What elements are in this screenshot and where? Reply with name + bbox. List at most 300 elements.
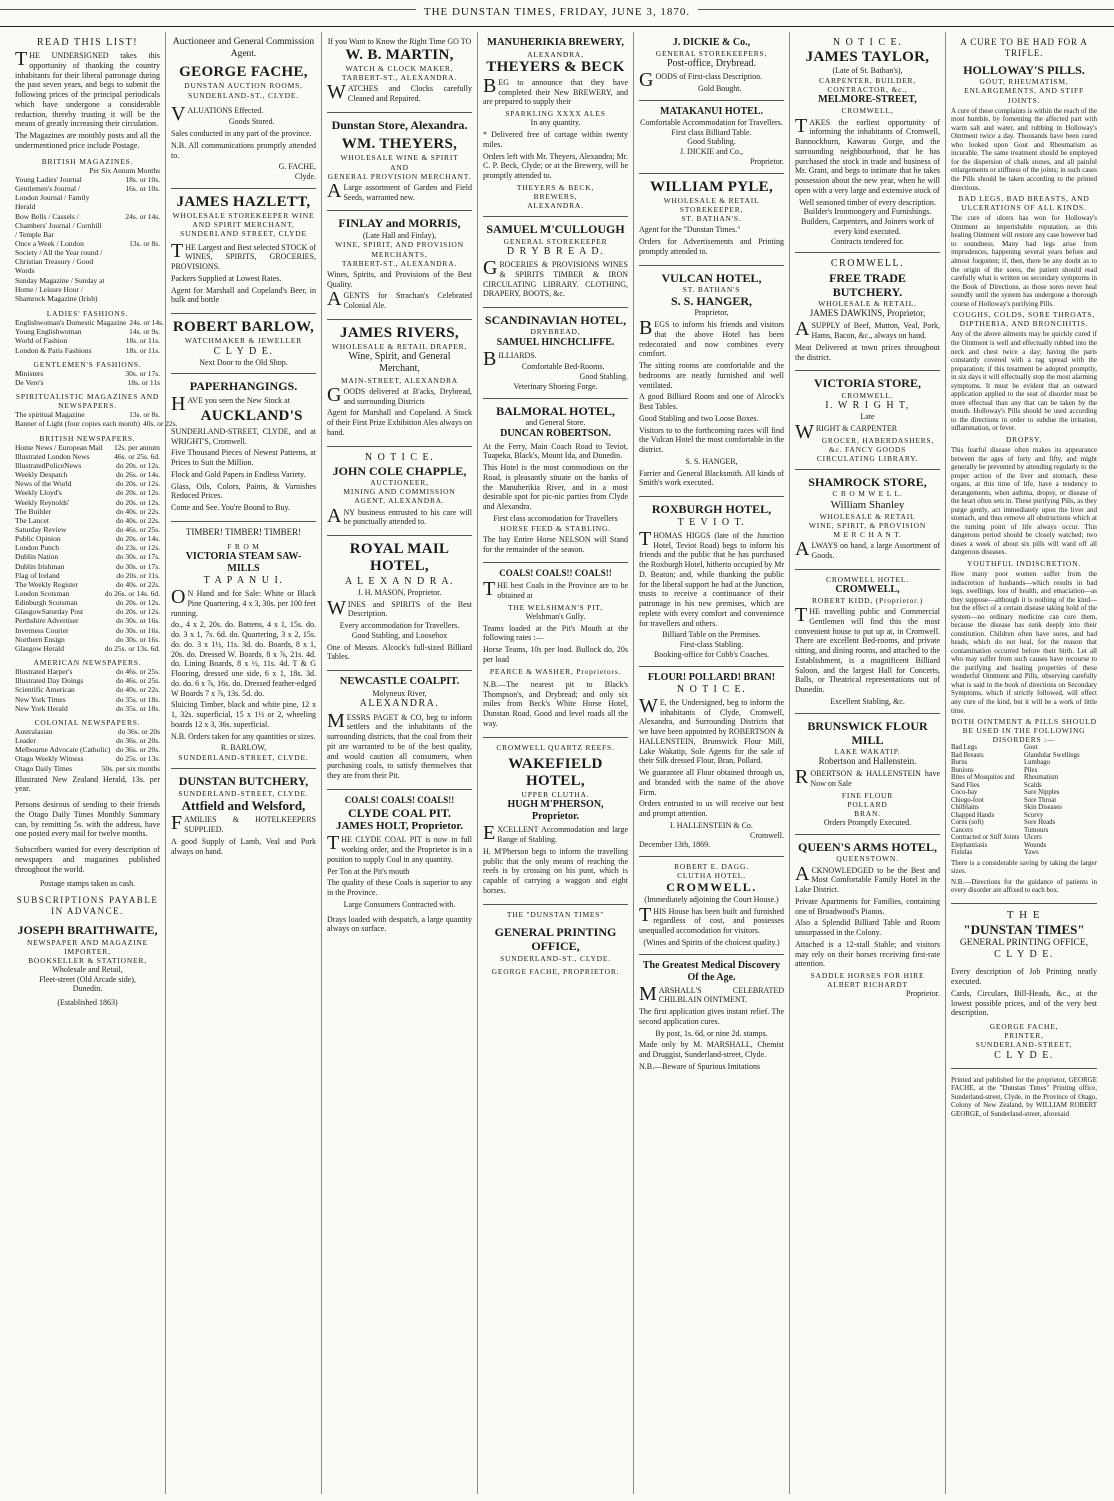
disorder-item: Scalds: [1024, 781, 1042, 789]
periodical-price: do 30s. or 16s.: [116, 625, 160, 635]
ad-line: SUNDERLAND-STREET,: [975, 1040, 1073, 1050]
advertiser-name: SAMUEL HINCHCLIFFE.: [496, 336, 615, 348]
disorders-list: [951, 744, 1097, 856]
disorder-item: Sore Nipples: [1024, 789, 1060, 797]
price-row: [15, 336, 160, 345]
price-list-american: [15, 667, 160, 713]
section-heading: BRITISH NEWSPAPERS.: [39, 433, 136, 443]
ad-body: How many poor women suffer from the indiscretion of husbands—which results in bad legs, swellings, loss of health, and emaciation—as they suppose—although it is nothing of the kind—but the effect of a certain disease taking hold of the system—no ordinary medicine can cure them, because the disease has sunk deeply into their constitution. Children often have sores, and bad heads, which do not heal, for the reason that contamination occurred before their birth. Let all who may suffer from such causes have recourse to the purifying and healing properties of these wonderful Ointment and Pills, observing carefully what is said in the book of directions on Secondary Symptoms, which if strictly followed, will effect any cure of the kind, but it will be a work of little time.: [951, 570, 1097, 715]
ad-line: (Late of St. Bathan's),: [832, 66, 903, 76]
ad-line: Comfortable Accommodation for Travellers.: [640, 117, 783, 127]
disorder-item: Yaws: [1024, 849, 1039, 857]
periodical-price: 40s. or 22s.: [142, 419, 178, 429]
periodical-price: do 36s. or 20s.: [116, 745, 160, 755]
disorder-item: Burns: [951, 759, 968, 767]
advertiser-name: NEWCASTLE COALPIT.: [339, 676, 460, 687]
ad-balmoral-hotel: [483, 399, 628, 564]
ad-periodicals: [15, 32, 178, 1014]
price-row: [15, 704, 160, 713]
disorder-item: Rheumatism: [1024, 774, 1059, 782]
ad-body: Visitors to to the forthcoming races will find the Vulcan Hotel the most comfortable in the district.: [639, 425, 784, 455]
price-row: [15, 410, 160, 419]
periodical-price: do 30s. or 17s.: [116, 552, 160, 562]
advertiser-name: JAMES RIVERS,: [340, 324, 459, 341]
advertiser-name: THEYERS & BECK: [486, 58, 625, 75]
ad-royal-mail-hotel: [327, 536, 472, 671]
periodical-name: Young Ladies' Journal: [15, 174, 82, 184]
ad-line: Cromwell.: [750, 830, 784, 840]
ad-body: The sitting rooms are comfortable and the bedrooms are neatly furnished and well ventilated.: [639, 361, 784, 390]
periodical-price: 16s. or 10s.: [125, 184, 160, 194]
ad-line: Well seasoned timber of every description.: [799, 197, 936, 207]
ad-body: Good Stabling and two Loose Boxes.: [639, 413, 759, 423]
price-row: [15, 589, 160, 598]
ad-dunstan-times-printing: [483, 905, 628, 982]
ad-body: EXCELLENT Accommodation and large Range of Stabling.: [483, 822, 628, 845]
disorder-item: Scurvy: [1024, 811, 1044, 819]
ad-line: Robertson and Hallenstein.: [818, 756, 917, 767]
ad-line: Orders Promptly Executed.: [823, 818, 912, 828]
periodical-price: do 26s. or 14s. 6d.: [104, 589, 160, 599]
advertiser-name: WM. THEYERS,: [341, 136, 458, 153]
advertiser-name: J. DICKIE & Co.,: [672, 37, 751, 48]
ad-line: CARPENTER, BUILDER, CONTRACTOR, &c.,: [818, 76, 917, 95]
periodical-name: Ministers: [15, 368, 44, 378]
periodical-name: Illustrated Day Doings: [15, 676, 84, 686]
ad-cromwell-hotel: [795, 570, 940, 714]
price-row: [15, 479, 160, 488]
section-heading: COUGHS, COLDS, SORE THROATS, DIPTHERIA, AND BRONCHITIS.: [953, 310, 1095, 329]
ad-flour-notice: [639, 667, 784, 858]
ad-line: POLLARD: [847, 800, 888, 810]
section-heading: GOUT, RHEUMATISM, ENLARGEMENTS, AND STIFF JOINTS.: [964, 77, 1084, 105]
ad-victoria-store: [795, 371, 940, 470]
ad-line: DRYBREAD,: [530, 327, 581, 337]
ad-heading: N O T I C E.: [364, 451, 435, 463]
ad-body: Also a Splendid Billiard Table and Room unsurpassed in the Colony.: [795, 918, 940, 938]
ad-body: The cure of ulcers has won for Holloway's Ointment an imperishable reputation, as this healing Ointment will restore any case however bad to soundness. Many bad legs arise from imprudences, happening several years before and almost forgotten; if, then, there be any doubt as to the origin of the sores, the patient should read carefully what is written on secondary symptoms in the Book of Directions, as those sores never heal soundly until the system has undergone a thorough course of Holloway's purifying Pills.: [951, 214, 1097, 308]
ad-body: Agent for Marshall and Copeland. A Stock of their First Prize Exhibition Ales always on hand.: [327, 408, 472, 437]
periodical-price: do 30s. or 16s.: [116, 634, 160, 644]
ad-line: SADDLE HORSES FOR HIRE: [810, 971, 925, 981]
periodical-price: 24s. or 14s.: [129, 318, 164, 328]
ad-body: ANY business entrusted to his care will be punctually attended to.: [327, 504, 472, 527]
ad-body: Cards, Circulars, Bill-Heads, &c., at the lowest possible prices, and of the very best description.: [951, 988, 1097, 1018]
periodical-name: News of the World: [15, 479, 72, 489]
price-row: [15, 764, 160, 773]
ad-body: THOMAS HIGGS (late of the Junction Hotel, Teviot Road) begs to inform his friends and the public that he has purchased the Roxburgh Hotel, hitherto occupied by Mr D. Beaton; and, while thanking the public for the liberal support he had at the Junction, trusts to receive a continuance of their patronage in his new premises, which are replete with every comfort and convenience for travellers and others.: [639, 527, 784, 628]
publisher-imprint: [951, 1069, 1097, 1127]
ad-body: * Delivered free of cartage within twenty miles.: [483, 130, 628, 149]
section-heading: YOUTHFUL INDISCRETION.: [967, 558, 1081, 568]
ad-line: D R Y B R E A D.: [506, 245, 605, 257]
periodical-price: do 20s. or 11s.: [116, 570, 160, 580]
ad-heading: A CURE TO BE HAD FOR A TRIFLE.: [960, 37, 1088, 58]
periodical-price: 13s. or 8s.: [129, 410, 160, 420]
disorder-item: Glandular Swellings: [1024, 751, 1080, 759]
ad-wb-martin: [327, 32, 472, 113]
advertiser-name: JOHN COLE CHAPPLE,: [332, 463, 467, 478]
disorder-item: Chapped Hands: [951, 811, 995, 819]
ad-body: VALUATIONS Effected.: [171, 102, 264, 125]
ad-heading: COALS! COALS!! COALS!!: [499, 568, 612, 579]
periodical-price: do 35s. or 18s.: [116, 694, 160, 704]
advertiser-name: BALMORAL HOTEL,: [496, 403, 615, 418]
price-list-spiritualistic: [15, 410, 178, 429]
ad-george-fache: [171, 32, 316, 189]
ad-body: TAKES the earliest opportunity of informing the inhabitants of Cromwell, Bannockburn, Kawarau Gorge, and the surrounding neighbourhood, that he has purchased the stock in trade and business of Mr. Grant, and begs to intimate that he takes possession about the new year, when he will open with a very large and extensive stock of: [795, 114, 940, 195]
ad-line: First class accomodation for Travellers: [493, 513, 618, 523]
advertiser-name: VULCAN HOTEL,: [661, 270, 762, 285]
ad-body: HAVE you seen the New Stock at: [171, 392, 290, 415]
periodical-name: New York Herald: [15, 703, 68, 713]
disorder-item: Contracted or Stiff Joints: [951, 834, 1020, 842]
ad-line: WHOLESALE & RETAIL STOREKEEPER,: [663, 195, 760, 214]
ad-line: Good Stabling.: [579, 372, 628, 382]
ad-body: The bay Entire Horse NELSON will Stand for the remainder of the season.: [483, 534, 628, 554]
ad-line: Comfortable Bed-Rooms.: [521, 362, 605, 372]
periodical-price: do 40s. or 22s.: [116, 579, 160, 589]
periodical-name: Perthshire Advertiser: [15, 616, 79, 626]
advertiser-name: ROXBURGH HOTEL,: [651, 502, 772, 517]
ad-matakanui-hotel: [639, 101, 784, 174]
ad-body: Meat Delivered at town prices throughout the district.: [795, 342, 940, 362]
ad-line: Wholesale and Retail,: [52, 964, 123, 974]
ad-body: Orders left with Mr. Theyers, Alexandra; Mr. C. P. Beck, Clyde; or at the Brewery, will be promptly attended to.: [483, 151, 628, 181]
periodical-name: London Punch: [15, 543, 59, 553]
ad-line: GENERAL STOREKEEPERS,: [655, 49, 768, 58]
price-row: [15, 419, 178, 429]
price-row: [15, 470, 160, 479]
ad-line: Wine, Spirit, and General Merchant,: [348, 351, 451, 375]
ad-body: FAMILIES & HOTELKEEPERS SUPPLIED.: [171, 812, 316, 835]
periodical-name: Englishwoman's Domestic Magazine: [15, 318, 127, 328]
periodical-price: do 26s. or 14s.: [116, 470, 160, 480]
price-row: [15, 276, 160, 303]
periodical-price: do 35s. or 18s.: [116, 703, 160, 713]
ad-free-trade-butchery: [795, 253, 940, 371]
ad-body: At the Ferry, Main Coach Road to Teviot, Tuapeka, Black's, Mount Ida, and Dunedin.: [483, 441, 628, 461]
advertiser-name: MATAKANUI HOTEL.: [660, 105, 763, 117]
column-3: [322, 32, 478, 1494]
advertiser-name: S. S. HANGER,: [670, 294, 753, 309]
price-row: [15, 239, 160, 276]
periodical-price: 46s. or 25s. 6d.: [114, 451, 160, 461]
price-row: [15, 754, 160, 763]
periodical-name: Flag of Ireland: [15, 570, 60, 580]
ad-body: Any of the above ailments may be quickly cured if the Ointment is well and effectually rubbed into the neck and chest twice a day; having the parts constantly covered with a rag spread with the preparation; if this treatment be adopted promptly, in six days it will effectually stop the most alarming symptoms. It must be evident that an outward application applied to the seat of disorder must be more effectual than any that can be taken by the mouth. Holloway's Pills should be used according to the directions in order to subdue the irritation, inflammation, or fever.: [951, 330, 1097, 433]
ad-body: Glass, Oils, Colors, Paints, & Varnishes Reduced Prices.: [171, 481, 316, 501]
disorder-item: Ulcers: [1024, 834, 1042, 842]
disorder-item: Bad Breasts: [951, 751, 984, 759]
ad-dunstan-butchery: [171, 769, 316, 864]
advertiser-name: GEORGE FACHE,: [179, 64, 308, 81]
periodical-name: Leader: [15, 736, 36, 746]
disorder-item: Bunions: [951, 766, 974, 774]
periodical-price: 18s. or 11s.: [125, 345, 160, 355]
ad-body: Five Thousand Pieces of Newest Patterns, at Prices to Suit the Million.: [171, 448, 316, 468]
ad-body: Packers Supplied at Lowest Rates.: [171, 273, 282, 283]
ad-line: C L Y D E.: [994, 949, 1054, 961]
ad-timber: [171, 522, 316, 769]
ad-line: BOOKSELLER & STATIONER,: [28, 955, 147, 965]
price-row: [15, 378, 160, 387]
ad-body: Subscribers wanted for every description of newspapers and magazines published throughout the world.: [15, 845, 160, 874]
ad-body: MARSHALL'S CELEBRATED CHILBLAIN OINTMENT.: [639, 982, 784, 1005]
periodical-name: Sunday Magazine / Sunday at Home / Leisure Hour / Shamrock Magazine (Irish): [15, 275, 105, 303]
advertiser-name: JOSEPH BRAITHWAITE,: [17, 923, 158, 938]
ad-body: Horse Teams, 10s per load. Bullock do, 20s per load: [483, 645, 628, 664]
ad-body: The first application gives instant relief. The second application cures.: [639, 1007, 784, 1026]
disorders-right: [1024, 744, 1097, 856]
ad-newcastle-coalpit: [327, 671, 472, 790]
ad-line: C L Y D E.: [994, 1049, 1054, 1061]
ad-body: BEG to announce that they have completed their New BREWERY, and are prepared to supply their: [483, 74, 628, 107]
price-row: [15, 212, 160, 239]
ad-body: do., 4 x 2, 20s. do. Battens, 4 x 1, 15s. do. do. 3 x 1, 7s. 6d. do. Quartering, 3 x 2, 15s. do. do. 3 x 1½, 11s. 3d. do. Boards, 8 x 1, 20s. do. Dressed W. Boards, 8 x ⅞, 21s. 4d. do. Lining Boards, 8 x ½, 11s. 4d. T & G Flooring, dressed one side, 6 x 1, 18s. 3d. do. do. 6 x ⅞, 16s. do. Dressed feather-edged W Boards 7 x ⅞, 13s. 5d. do.: [171, 620, 316, 698]
disorders-left: [951, 744, 1024, 856]
ad-body: WATCHES and Clocks carefully Cleaned and Repaired.: [327, 81, 472, 104]
ad-line: First class Billiard Table.: [671, 127, 752, 137]
ad-body: The Magazines are monthly posts and all the undermentioned price include Postage.: [15, 131, 160, 150]
periodical-name: Australasian: [15, 726, 53, 736]
ad-line: LAKE WAKATIP.: [834, 747, 901, 757]
ad-body: The quality of these Coals is superior to any in the Province.: [327, 878, 472, 898]
periodical-price: do 20s. or 12s.: [116, 607, 160, 617]
periodical-price: do 36s. or 20s.: [116, 736, 160, 746]
advertiser-name: MANUHERIKIA BREWERY,: [487, 37, 624, 48]
periodical-name: New York Times: [15, 694, 66, 704]
periodical-name: Public Opinion: [15, 534, 61, 544]
ad-body: WE, the Undersigned, beg to inform the inhabitants of Clyde, Cromwell, Alexandra, and Surrounding Districts that we have been appointed by ROBERTSON & HALLENSTEIN, Brunswick Flour Mill, Lake Wakatip, Sole Agents for the sale of their Silk dressed Flour, Bran, Pollard.: [639, 694, 784, 766]
ad-line: UPPER CLUTHA.: [521, 790, 590, 800]
ad-manuherikia-brewery: [483, 32, 628, 217]
ad-wakefield-hotel: [483, 738, 628, 905]
disorder-item: Sore Heads: [1024, 819, 1056, 827]
price-row: [15, 552, 160, 561]
ad-line: SUNDERLAND-STREET, CLYDE.: [178, 788, 309, 798]
disorder-item: Tumours: [1024, 826, 1049, 834]
ad-line: C L Y D E.: [213, 345, 274, 357]
ad-clyde-coal-pit: [327, 790, 472, 942]
advertiser-name: VICTORIA STORE,: [814, 376, 921, 391]
ad-body: Illustrated New Zealand Herald, 13s. per year.: [15, 774, 160, 794]
price-row: [15, 745, 160, 754]
advertiser-name: WAKEFIELD HOTEL,: [508, 755, 603, 789]
ad-body: Come and See. You're Bound to Buy.: [171, 503, 290, 513]
ad-paperhangings: [171, 374, 316, 521]
ad-line: MAIN-STREET, ALEXANDRA: [340, 375, 459, 385]
ad-line: WINE, SPIRIT, & PROVISION: [808, 520, 927, 530]
ad-body: Agent for the "Dunstan Times.": [639, 225, 741, 235]
price-row: [15, 562, 160, 571]
ad-line: ALEXANDRA.: [359, 698, 440, 710]
ad-body: ALWAYS on hand, a large Assortment of Goods.: [795, 538, 940, 561]
ad-body: Persons desirous of sending to their friends the Otago Daily Times Monthly Summary can, by remitting 5s. with the address, have one posted every mail for twelve months.: [15, 800, 160, 839]
ad-line: TARBERT-ST., ALEXANDRA.: [341, 73, 458, 83]
periodical-price: do 30s. or 17s.: [116, 561, 160, 571]
periodical-price: do 23s. or 12s.: [116, 543, 160, 553]
advertiser-name: DUNSTAN BUTCHERY,: [178, 774, 309, 789]
ad-body: GROCERIES & PROVISIONS WINES & SPIRITS TIMBER & IRON CIRCULATING LIBRARY. CLOTHING, DRAPERY, BOOTS, &c.: [483, 257, 628, 299]
periodical-price: do 46s. or 25s.: [116, 667, 160, 677]
ad-line: By post, 1s. 6d, or nine 2d. stamps.: [655, 1028, 768, 1038]
ad-line: Proprietor,: [694, 308, 729, 318]
ad-line: Fleet-street (Old Arcade side),: [39, 974, 136, 984]
price-row: [15, 461, 160, 470]
masthead-title: THE DUNSTAN TIMES, FRIDAY, JUNE 3, 1870.: [0, 6, 1114, 18]
periodical-name: Young Englishwoman: [15, 327, 82, 337]
advertiser-name: FINLAY and MORRIS,: [338, 216, 461, 231]
periodical-price: 50s. per six months: [101, 763, 160, 773]
ad-line: and General Store.: [525, 417, 586, 427]
price-row: [15, 571, 160, 580]
ad-body: N.B. All communications promptly attended to.: [171, 140, 316, 160]
ad-scandinavian-hotel: [483, 308, 628, 399]
ad-body: Wines, Spirits, and Provisions of the Best Quality.: [327, 269, 472, 289]
advertiser-name: SAMUEL M'CULLOUGH: [486, 222, 625, 237]
price-row: [15, 369, 160, 378]
ad-line: Every accommodation for Travellers.: [339, 621, 460, 630]
ad-heading: READ THIS LIST!: [36, 37, 139, 48]
ad-line: WHOLESALE & RETAIL DRAPER,: [331, 342, 468, 352]
advertiser-name: SHAMROCK STORE,: [808, 475, 927, 490]
ad-heading: THE "DUNSTAN TIMES": [506, 909, 605, 919]
ad-welshmans-pit: [483, 563, 628, 737]
ad-line: CROMWELL.: [841, 390, 894, 400]
price-list-colonial: [15, 727, 160, 773]
ad-line: Proprietor.: [906, 989, 940, 999]
periodical-name: Illustrated Harper's: [15, 667, 73, 677]
ad-heading: TIMBER! TIMBER! TIMBER!: [185, 526, 302, 537]
advertiser-name: FREE TRADE BUTCHERY.: [829, 270, 906, 299]
ad-signature: GEORGE FACHE, PROPRIETOR.: [491, 966, 620, 976]
price-row: [15, 488, 160, 497]
periodical-price: do 20s. or 12s.: [116, 488, 160, 498]
ad-line: (Wines and Spirits of the choicest quality.): [643, 937, 780, 947]
ad-line: QUEENSTOWN.: [836, 854, 899, 864]
price-row: [15, 507, 160, 516]
ad-body: WINES and SPIRITS of the Best Description.: [327, 596, 472, 619]
ad-body: ASUPPLY of Beef, Mutton, Veal, Pork, Hams, Bacon, &c., always on hand.: [795, 318, 940, 341]
disorder-item: Sore Throat: [1024, 796, 1057, 804]
periodical-name: London & Paris Fashions: [15, 345, 92, 355]
ad-line: ST. BATHAN'S: [682, 284, 741, 294]
ad-line: BREWERS,: [533, 192, 578, 202]
periodical-name: Banner of Light (four copies each month): [15, 419, 140, 429]
advertiser-name: HOLLOWAY'S PILLS.: [963, 62, 1085, 77]
ad-heading: The Greatest Medical Discovery Of the Age.: [642, 959, 781, 983]
ad-line: Good Stabling, and Loosebox: [351, 630, 448, 640]
periodical-price: do 46s. or 25s.: [116, 525, 160, 535]
ad-body: Agent for Marshall and Copeland's Beer, in bulk and bottle: [171, 285, 316, 305]
periodical-price: do 20s. or 12s.: [116, 461, 160, 471]
advertiser-name: DUNCAN ROBERTSON.: [500, 427, 611, 439]
advertiser-name: ROBERT BARLOW,: [172, 319, 315, 336]
disorder-item: Chilblains: [951, 804, 979, 812]
ad-vulcan-hotel: [639, 266, 784, 498]
periodical-name: Melbourne Advocate (Catholic): [15, 745, 111, 755]
price-row: [15, 616, 160, 625]
section-heading: AMERICAN NEWSPAPERS.: [33, 658, 142, 667]
ad-line: NEWSPAPER AND MAGAZINE IMPORTER,: [26, 937, 149, 956]
price-row: [15, 695, 160, 704]
periodical-name: IllustratedPoliceNews: [15, 461, 82, 471]
ad-line: Builder's Ironmongery and Furnishings.: [803, 207, 932, 217]
ad-date: December 13th, 1869.: [639, 840, 711, 850]
ad-body: Every description of Job Printing neatly executed.: [951, 967, 1097, 987]
ad-line: Billiard Table on the Premises.: [662, 630, 761, 640]
ad-body: N.B. Orders taken for any quantities or sizes.: [171, 731, 316, 741]
price-row: [15, 676, 160, 685]
price-list-british-newspapers: [15, 443, 160, 653]
ad-body: BEGS to inform his friends and visitors that the above Hotel has been redecorated and now combines every comfort.: [639, 317, 784, 359]
price-row: [15, 543, 160, 552]
ad-line: Excellent Stabling, &c.: [830, 696, 905, 706]
ad-heading: Dunstan Store, Alexandra.: [331, 117, 468, 132]
ad-body: Orders entrusted to us will receive our best and prompt attention.: [639, 799, 784, 819]
disorder-item: Fistulas: [951, 849, 973, 857]
periodical-price: 12s. per annum: [113, 442, 160, 452]
ad-line: If you Want to Know the Right Time GO TO: [327, 37, 472, 46]
advertiser-name: Attfield and Welsford,: [181, 797, 306, 813]
ad-signature: PEARCE & WASHER, Proprietors.: [489, 666, 622, 676]
price-row: [15, 184, 160, 211]
periodical-name: Home News / European Mail: [15, 442, 103, 452]
ad-body: THE travelling public and Commercial Gentlemen will find this the most convenient house to put up at, in Cromwell. There are excellent Bed-rooms, and private sitting, and dining rooms, and attached to the Establishment, is a magnificent Billiard Saloon, and the largest Hall for Concerts, Balls, or Theatrical representations out of Dunedin.: [795, 604, 940, 694]
ad-line: Postage stamps taken as cash.: [39, 879, 136, 889]
ad-body: MESSRS PAGET & CO, beg to inform settlers and the inhabitants of the surrounding districts, that the coal from their pit are warranted to be of the best quality, and would caution all consumers, when purchasing coals, to satisfy themselves that they are from their Pit.: [327, 709, 472, 781]
ad-signature: THEYERS & BECK,: [516, 182, 595, 192]
ad-body: H. M'Pherson begs to inform the travelling public that the only means of reaching the reefs is by crossing on his punt, which is capable of carrying a waggon and eight horses.: [483, 846, 628, 895]
ad-body: Farrier and General Blacksmith. All kinds of Smith's work executed.: [639, 468, 784, 488]
ad-body: SUNDERLAND-STREET, CLYDE, and at WRIGHT'S, Cromwell.: [171, 426, 316, 446]
ad-body: Sales conducted in any part of the province.: [171, 129, 312, 139]
ad-line: WHOLESALE STOREKEEPER WINE AND SPIRIT MERCHANT,: [172, 211, 315, 230]
periodical-name: Weekly Despatch: [15, 470, 68, 480]
ad-clutha-hotel: [639, 857, 784, 954]
advertiser-name: WILLIAM PYLE,: [649, 178, 774, 195]
disorder-item: Wounds: [1024, 841, 1047, 849]
ad-body: N.B.—Directions for the guidance of patients in every disorder are affixed to each box.: [951, 877, 1097, 895]
ad-body: ROBERTSON & HALLENSTEIN have Now on Sale: [795, 766, 940, 789]
section-heading: SPIRITUALISTIC MAGAZINES AND NEWSPAPERS.: [15, 392, 160, 411]
disorder-item: Skin Diseases: [1024, 804, 1062, 812]
disorder-item: Elephantiasis: [951, 841, 988, 849]
ad-line: GROCER, HABERDASHERS, &c. FANCY GOODS: [821, 435, 935, 454]
ad-line: MELMORE-STREET,: [818, 94, 917, 106]
ad-line: Late: [860, 412, 875, 422]
advertiser-name: JAMES HAZLETT,: [176, 193, 311, 210]
periodical-price: 18s. or 11s: [127, 377, 160, 387]
column-7: [946, 32, 1102, 1494]
ad-signature: GEORGE FACHE,: [989, 1022, 1059, 1032]
price-list-ladies: [15, 318, 164, 355]
ad-signature: R. BARLOW,: [220, 743, 267, 753]
ad-heading: SUBSCRIPTIONS PAYABLE IN ADVANCE.: [16, 895, 159, 917]
advertiser-name: HUGH M'PHERSON, Proprietor.: [507, 799, 604, 823]
ad-line: CROMWELL,: [835, 583, 900, 595]
ad-james-taylor: [795, 32, 940, 253]
ad-line: WHOLESALE WINE & SPIRIT: [340, 153, 459, 163]
ad-line: T E V I O T.: [677, 516, 746, 528]
advertiser-name: ROYAL MAIL HOTEL,: [349, 541, 450, 575]
section-heading: BAD LEGS, BAD BREASTS, AND ULCERATIONS OF ALL KINDS.: [958, 194, 1090, 213]
disorder-item: Bites of Mosquitos and Sand Flies: [951, 774, 1015, 789]
section-heading: LADIES' FASHIONS.: [46, 308, 129, 318]
disorder-item: Bad Legs: [951, 744, 977, 752]
ad-line: CROMWELL,: [841, 106, 894, 116]
